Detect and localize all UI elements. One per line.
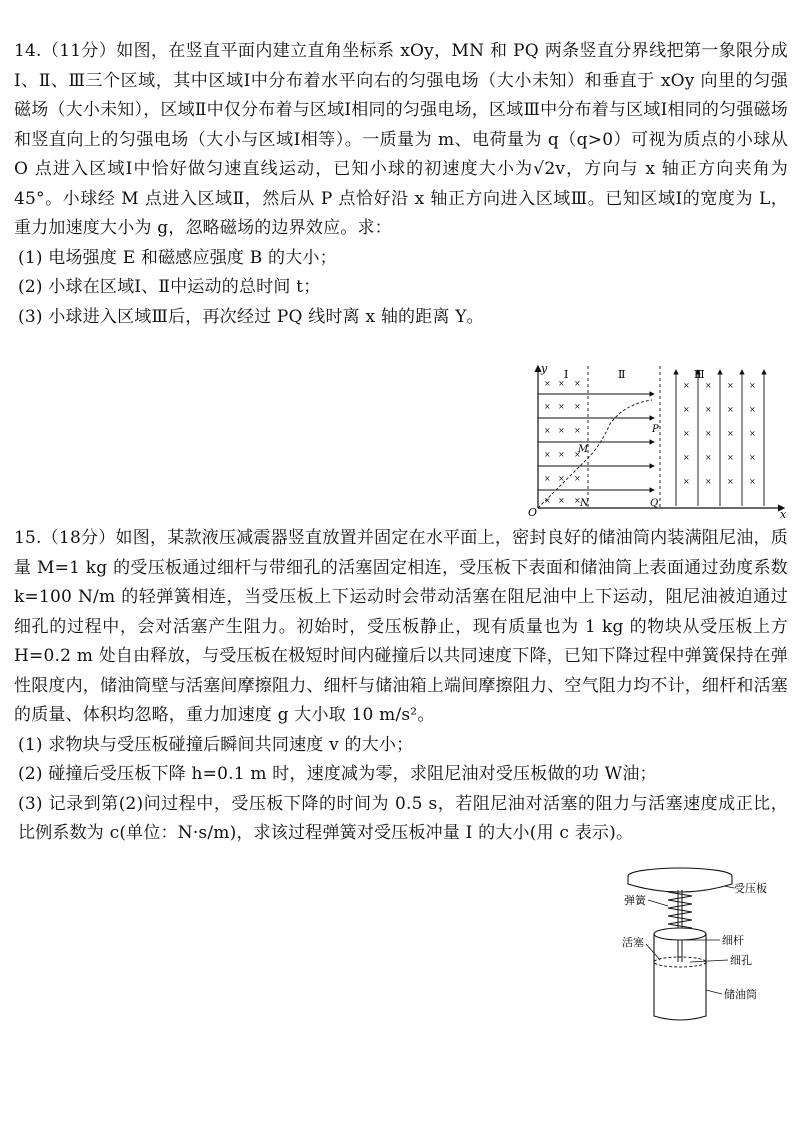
svg-text:×: × bbox=[558, 426, 565, 435]
oil-cylinder bbox=[654, 934, 706, 1020]
q14-stem: 14.（11分）如图，在竖直平面内建立直角坐标系 xOy，MN 和 PQ 两条竖直分界线把第一象限分成Ⅰ、Ⅱ、Ⅲ三个区域，其中区域Ⅰ中分布着水平向右的匀强电场（大小未知）和垂直于 xOy 向里的匀强磁场（大小未知），区域Ⅱ中仅分布着与区域Ⅰ相同的匀强电场，区域Ⅲ中分布着与区域Ⅰ相同的匀强磁场和竖直向上的匀强电场（大小与区域Ⅰ相等）。一质量为 m、电荷量为 q（q>0）可视为质点的小球从 O 点进入区域Ⅰ中恰好做匀速直线运动，已知小球的初速度大小为√2v，方向与 x 轴正方向夹角为 45°。小球经 M 点进入区域Ⅱ，然后从 P 点恰好沿 x 轴正方向进入区域Ⅲ。已知区域Ⅰ的宽度为 L，重力加速度大小为 g，忽略磁场的边界效应。求： bbox=[14, 41, 788, 238]
svg-text:×: × bbox=[574, 402, 581, 411]
label-cylinder: 储油筒 bbox=[724, 988, 757, 1001]
origin-label: O bbox=[528, 506, 538, 519]
oil-cylinder-top bbox=[654, 928, 706, 940]
svg-text:×: × bbox=[749, 405, 756, 414]
svg-text:×: × bbox=[544, 379, 551, 388]
label-rod: 细杆 bbox=[722, 934, 744, 947]
svg-text:×: × bbox=[574, 379, 581, 388]
region-2-label: Ⅱ bbox=[618, 368, 626, 381]
electric-field-lines bbox=[538, 394, 654, 490]
svg-text:×: × bbox=[544, 474, 551, 483]
question-15 bbox=[14, 524, 788, 849]
magnetic-field-region-3 bbox=[683, 381, 756, 486]
svg-text:×: × bbox=[558, 474, 565, 483]
svg-text:×: × bbox=[705, 381, 712, 390]
svg-text:×: × bbox=[558, 379, 565, 388]
q14-item-1: (1) 电场强度 E 和磁感应强度 B 的大小； bbox=[18, 247, 337, 268]
svg-text:×: × bbox=[749, 477, 756, 486]
svg-text:×: × bbox=[727, 405, 734, 414]
q14-item-2: (2) 小球在区域Ⅰ、Ⅱ中运动的总时间 t； bbox=[18, 277, 321, 297]
label-hole: 细孔 bbox=[730, 954, 752, 967]
svg-text:×: × bbox=[683, 429, 690, 438]
q15-stem: 15.（18分）如图，某款液压减震器竖直放置并固定在水平面上，密封良好的储油筒内装满阻尼油，质量 M=1 kg 的受压板通过细杆与带细孔的活塞固定相连，受压板下表面和储油筒上表面通过劲度系数 k=100 N/m 的轻弹簧相连，当受压板上下运动时会带动活塞在阻尼油中上下运动，阻尼油被迫通过细孔的过程中，会对活塞产生阻力。初始时，受压板静止，现有质量也为 1 kg 的物块从受压板上方 H=0.2 m 处自由释放，与受压板在极短时间内碰撞后以共同速度下降，已知下降过程中弹簧保持在弹性限度内，储油筒壁与活塞间摩擦阻力、细杆与储油箱上端间摩擦阻力、空气阻力均不计，细杆和活塞的质量、体积均忽略，重力加速度 g 大小取 10 m/s²。 bbox=[14, 528, 788, 725]
svg-text:×: × bbox=[705, 477, 712, 486]
x-label: x bbox=[780, 508, 787, 520]
label-plate: 受压板 bbox=[734, 882, 767, 895]
piston bbox=[654, 957, 706, 967]
point-q-label: Q bbox=[650, 498, 659, 509]
region-1-label: Ⅰ bbox=[564, 368, 569, 381]
point-p-label: P bbox=[652, 424, 659, 435]
svg-text:×: × bbox=[683, 477, 690, 486]
q14-item-3: (3) 小球进入区域Ⅲ后，再次经过 PQ 线时离 x 轴的距离 Y。 bbox=[18, 306, 484, 327]
svg-text:×: × bbox=[749, 453, 756, 462]
svg-text:×: × bbox=[749, 381, 756, 390]
svg-text:×: × bbox=[574, 474, 581, 483]
svg-text:×: × bbox=[727, 429, 734, 438]
q15-item-2: (2) 碰撞后受压板下降 h=0.1 m 时，速度减为零，求阻尼油对受压板做的功 W油； bbox=[18, 764, 657, 784]
q15-figure bbox=[620, 866, 792, 1026]
svg-text:×: × bbox=[705, 405, 712, 414]
svg-text:×: × bbox=[558, 450, 565, 459]
q15-item-3: (3) 记录到第(2)问过程中，受压板下降的时间为 0.5 s，若阻尼油对活塞的阻力与活塞速度成正比，比例系数为 c(单位：N·s/m)，求该过程弹簧对受压板冲量 I 的大小(用 c 表示)。 bbox=[18, 793, 788, 843]
svg-text:×: × bbox=[574, 450, 581, 459]
svg-text:×: × bbox=[749, 429, 756, 438]
region-3-label: Ⅲ bbox=[694, 368, 705, 381]
svg-text:×: × bbox=[558, 496, 565, 505]
svg-text:×: × bbox=[727, 477, 734, 486]
point-m-label: M bbox=[578, 444, 589, 455]
question-14 bbox=[14, 37, 788, 332]
svg-text:×: × bbox=[574, 426, 581, 435]
svg-text:×: × bbox=[544, 496, 551, 505]
svg-text:×: × bbox=[544, 426, 551, 435]
svg-text:×: × bbox=[705, 429, 712, 438]
svg-text:×: × bbox=[705, 453, 712, 462]
ball-trajectory bbox=[538, 400, 652, 508]
svg-text:×: × bbox=[683, 405, 690, 414]
label-spring: 弹簧 bbox=[624, 894, 646, 907]
svg-text:×: × bbox=[544, 402, 551, 411]
q14-figure bbox=[528, 360, 790, 520]
label-piston: 活塞 bbox=[622, 936, 644, 949]
svg-text:×: × bbox=[683, 381, 690, 390]
svg-text:×: × bbox=[727, 453, 734, 462]
svg-text:×: × bbox=[558, 402, 565, 411]
point-n-label: N bbox=[580, 498, 589, 509]
q15-item-1: (1) 求物块与受压板碰撞后瞬间共同速度 v 的大小； bbox=[18, 734, 414, 755]
svg-text:×: × bbox=[544, 450, 551, 459]
spring bbox=[668, 892, 692, 928]
svg-text:×: × bbox=[727, 381, 734, 390]
svg-text:×: × bbox=[574, 496, 581, 505]
svg-text:×: × bbox=[683, 453, 690, 462]
y-label: y bbox=[541, 362, 548, 375]
